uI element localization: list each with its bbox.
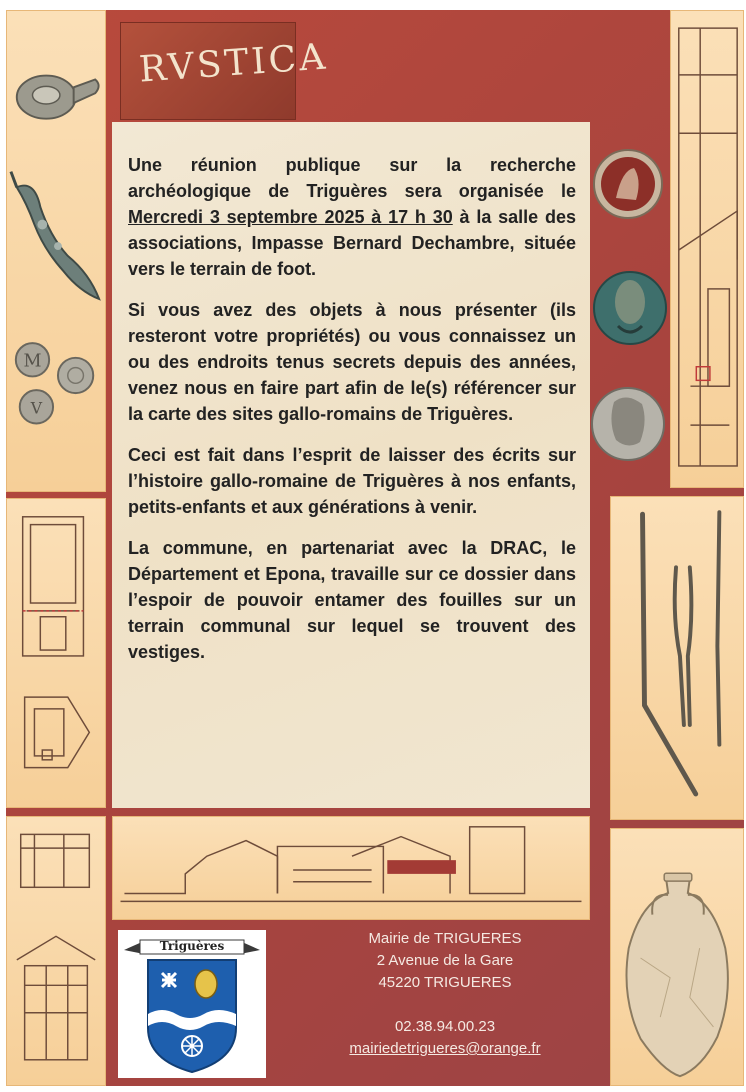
poster <box>6 10 744 1086</box>
mairie-phone[interactable]: 02.38.94.00.23 <box>394 1018 496 1035</box>
rustica-inscription <box>120 22 330 120</box>
mairie-street: 2 Avenue de la Gare <box>376 952 514 969</box>
coin-icon <box>20 390 53 423</box>
building-plan-panel-left <box>6 498 106 808</box>
paragraph-1-location: à la salle des associations, Impasse Bernard Dechambre, située vers le terrain de foot. <box>128 207 577 279</box>
surgical-tools-panel <box>610 496 744 820</box>
oil-lamp-icon <box>17 76 99 119</box>
coin-icon <box>16 343 49 376</box>
surgical-tools-icon <box>611 497 743 819</box>
bronze-medallion-icon <box>594 272 666 344</box>
building-plan-panel-right <box>670 10 744 488</box>
svg-text:M: M <box>23 351 42 372</box>
announcement-paragraph-4: La commune, en partenariat avec la DRAC, le Département et Epona, travaille sur ce dossier dans l’espoir de pouvoir entamer des fouilles sur un terrain communal sur lequel se trouvent des vestiges. <box>128 538 576 662</box>
meeting-date: Mercredi 3 septembre 2025 à 17 h 30 <box>128 207 453 227</box>
mairie-postcode-city: 45220 TRIGUERES <box>378 974 512 991</box>
mairie-name: Mairie de TRIGUERES <box>368 930 522 947</box>
amphora-icon <box>611 829 743 1085</box>
building-plan-icon <box>7 499 105 807</box>
artifact-panel-left-top <box>6 10 106 492</box>
paragraph-1-intro: Une réunion publique sur la recherche archéologique de Triguères sera organisée le <box>128 155 576 201</box>
announcement-panel <box>112 122 590 808</box>
announcement-paragraph-1 <box>128 152 576 282</box>
announcement-paragraph-3: Ceci est fait dans l’esprit de laisser des écrits sur l’histoire gallo-romaine de Triguères à nos enfants, petits-enfants et aux générations à venir. <box>128 445 576 517</box>
mairie-email-link[interactable]: mairiedetrigueres@orange.fr <box>349 1040 541 1057</box>
gem-intaglio-icon <box>594 150 662 218</box>
coins-column <box>586 140 676 470</box>
rustica-text: RVSTICA <box>137 36 330 91</box>
building-plan-panel-left-bottom <box>6 816 106 1086</box>
fibula-icon <box>11 172 99 299</box>
building-elevation-panel <box>112 816 590 920</box>
coin-icon <box>58 358 93 393</box>
crest-town-name: Triguères <box>159 939 225 953</box>
svg-text:V: V <box>30 398 43 418</box>
building-plan-icon <box>7 817 105 1085</box>
silver-coin-icon <box>592 388 664 460</box>
amphora-panel <box>610 828 744 1086</box>
artifacts-left-illustration <box>7 11 105 491</box>
building-plan-icon <box>671 11 743 487</box>
announcement-paragraph-2: Si vous avez des objets à nous présenter (ils resteront votre propriétés) ou vous connaissez un ou des endroits tenus secrets depuis des années, venez nous en faire part afin de le(s) référencer sur la carte des sites gallo-romains de Triguères. <box>128 300 576 424</box>
contact-block <box>300 928 590 1060</box>
building-plan-icon <box>113 817 589 919</box>
town-crest <box>118 930 266 1078</box>
